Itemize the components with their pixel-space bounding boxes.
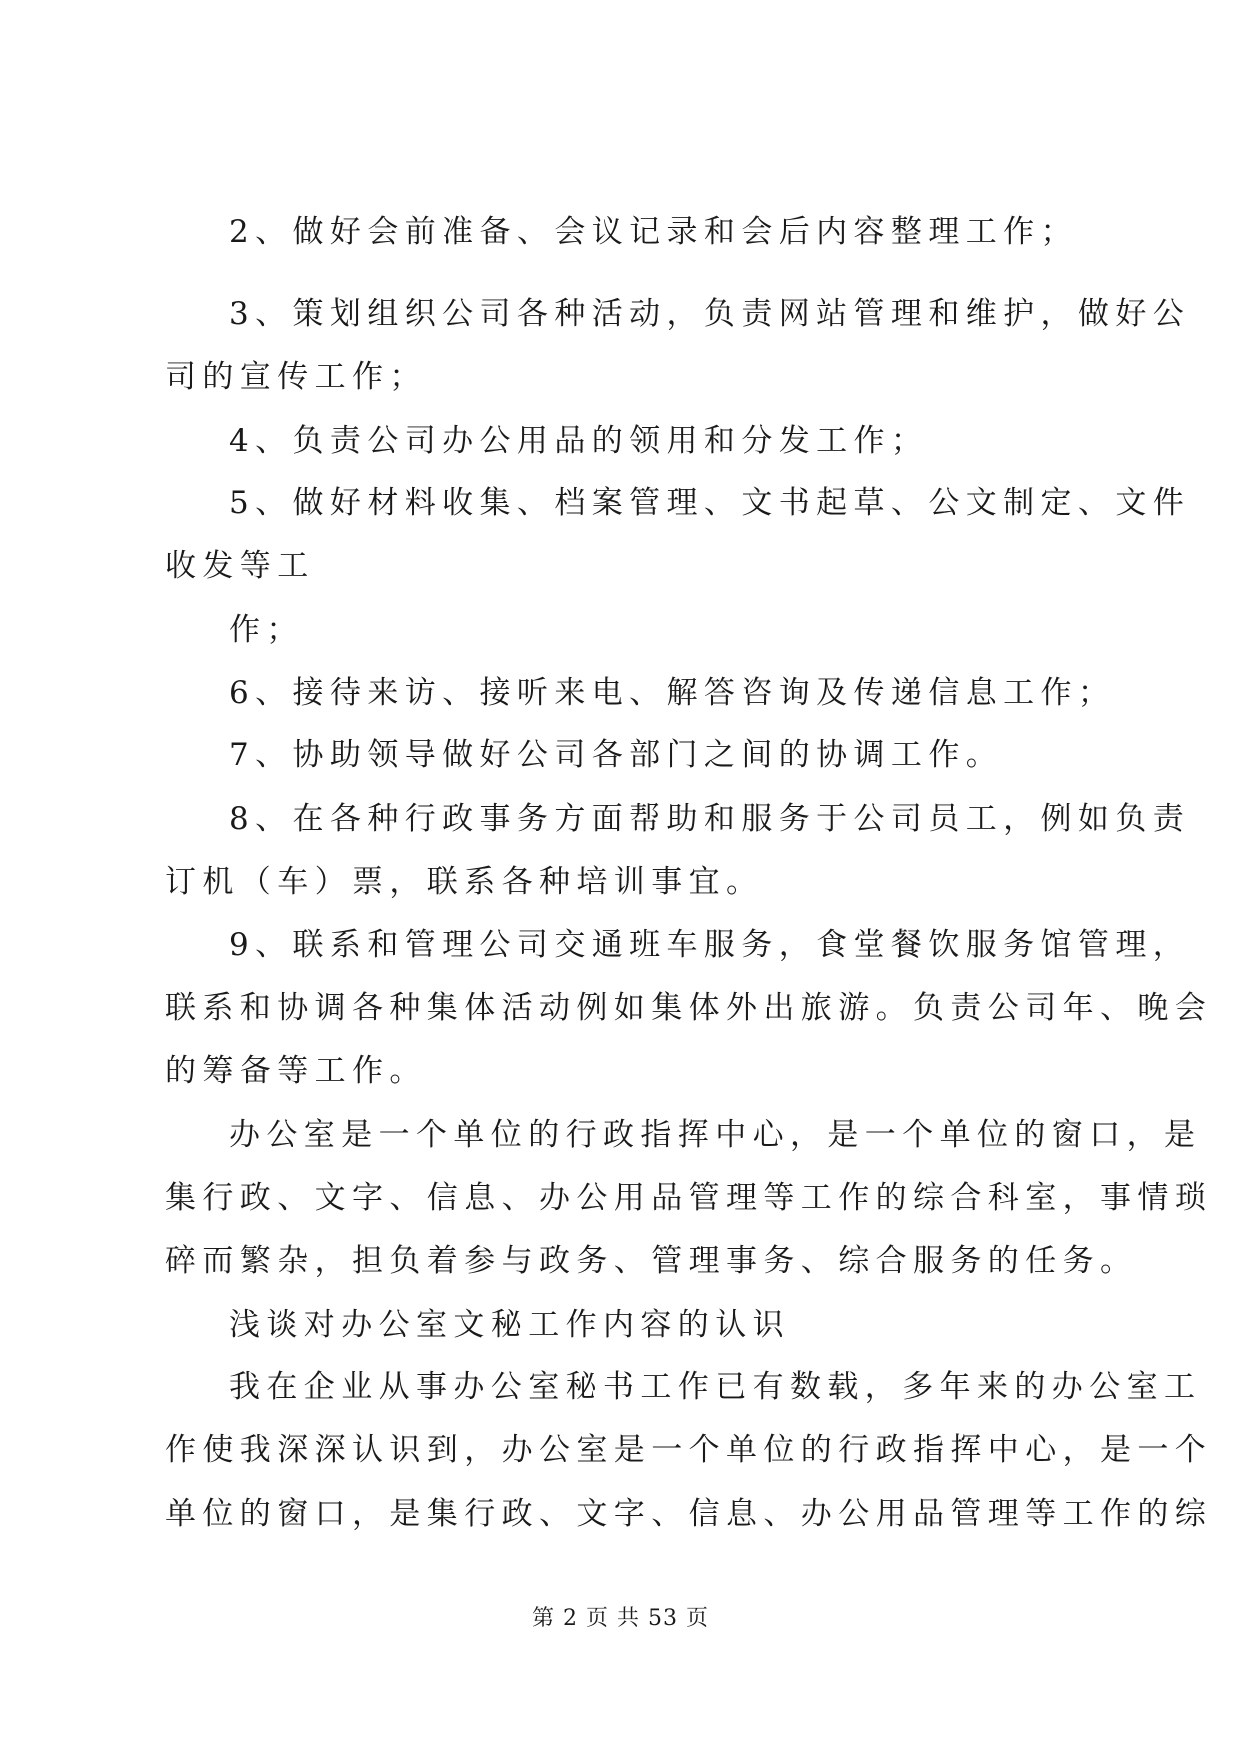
text-line-10: 8、在各种行政事务方面帮助和服务于公司员工，例如负责 — [229, 801, 1191, 837]
text-line-12: 9、联系和管理公司交通班车服务，食堂餐饮服务馆管理， — [229, 927, 1191, 963]
text-line-11: 订机（车）票，联系各种培训事宜。 — [165, 864, 764, 900]
text-line-6: 收发等工 — [165, 548, 315, 584]
text-line-17: 碎而繁杂，担负着参与政务、管理事务、综合服务的任务。 — [165, 1243, 1138, 1279]
text-line-7: 作； — [229, 612, 304, 648]
text-line-14: 的筹备等工作。 — [165, 1053, 427, 1089]
text-line-16: 集行政、文字、信息、办公用品管理等工作的综合科室，事情琐 — [165, 1180, 1213, 1216]
text-line-18: 浅谈对办公室文秘工作内容的认识 — [229, 1307, 790, 1343]
text-line-3: 司的宣传工作； — [165, 359, 427, 395]
text-line-21: 单位的窗口，是集行政、文字、信息、办公用品管理等工作的综 — [165, 1496, 1213, 1532]
text-line-20: 作使我深深认识到，办公室是一个单位的行政指挥中心，是一个 — [165, 1432, 1213, 1468]
text-line-9: 7、协助领导做好公司各部门之间的协调工作。 — [229, 737, 1004, 773]
text-line-1: 2、做好会前准备、会议记录和会后内容整理工作； — [229, 214, 1078, 250]
page-number-footer: 第 2 页 共 53 页 — [532, 1606, 709, 1631]
text-line-19: 我在企业从事办公室秘书工作已有数载，多年来的办公室工 — [229, 1369, 1202, 1405]
text-line-4: 4、负责公司办公用品的领用和分发工作； — [229, 423, 929, 459]
text-line-15: 办公室是一个单位的行政指挥中心，是一个单位的窗口，是 — [229, 1117, 1202, 1153]
text-line-13: 联系和协调各种集体活动例如集体外出旅游。负责公司年、晚会 — [165, 990, 1213, 1026]
text-line-8: 6、接待来访、接听来电、解答咨询及传递信息工作； — [229, 675, 1116, 711]
text-line-2: 3、策划组织公司各种活动，负责网站管理和维护，做好公 — [229, 296, 1191, 332]
text-line-5: 5、做好材料收集、档案管理、文书起草、公文制定、文件 — [229, 485, 1191, 521]
